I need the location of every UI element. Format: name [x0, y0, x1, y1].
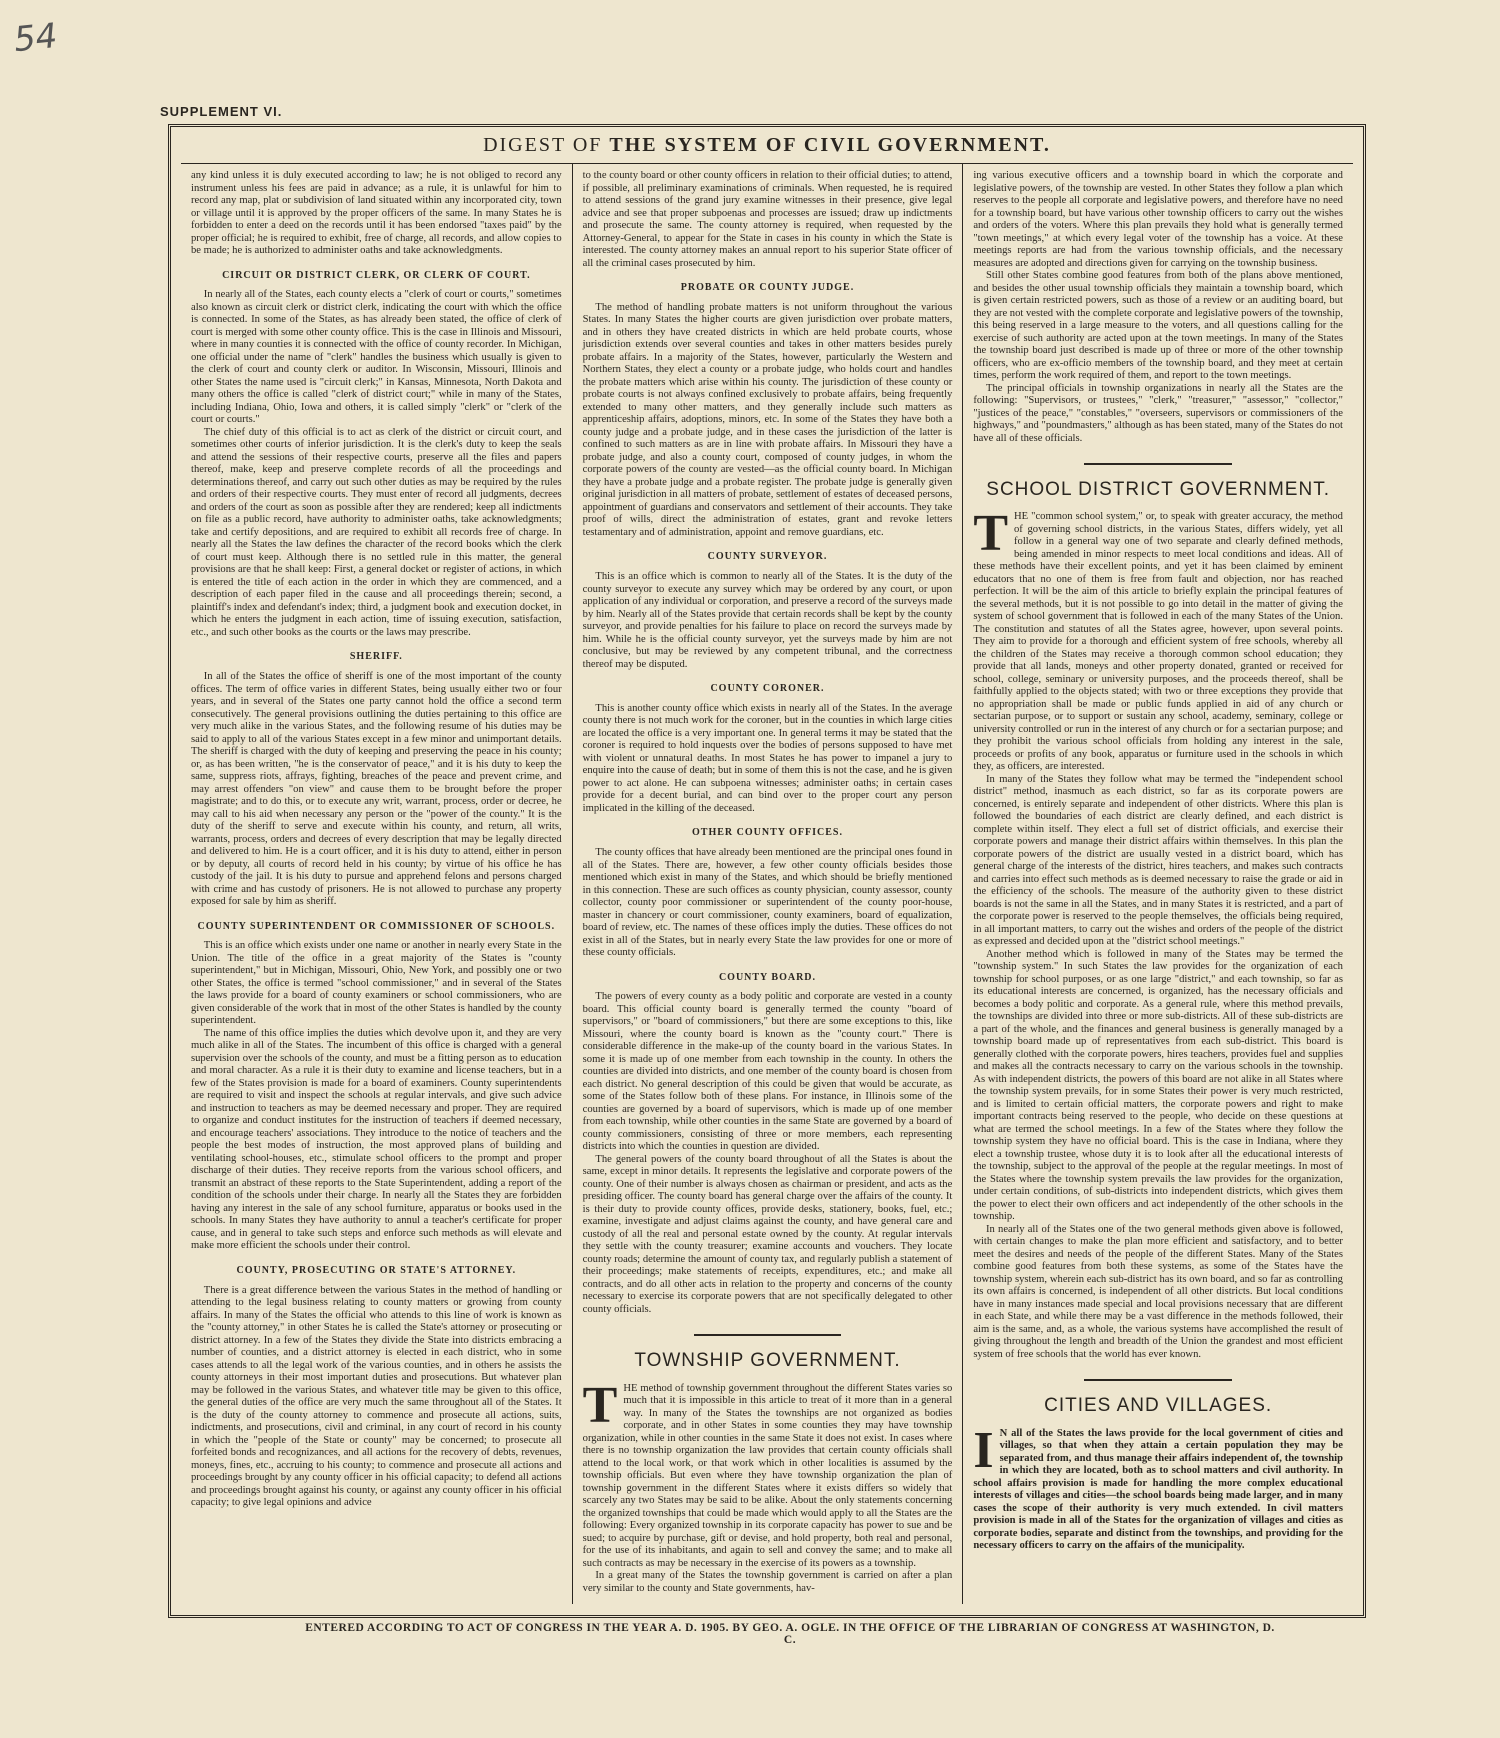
section-heading-township: TOWNSHIP GOVERNMENT. [634, 1350, 901, 1372]
paragraph: In a great many of the States the township government is carried on after a plan very similar to the county and State governments, hav- [582, 1570, 953, 1594]
paragraph: The name of this office implies the duties which devolve upon it, and they are very much alike in all of the States. The incumbent of this office is charged with a general supervision over the schools of the county, and must be a fitting person as to education and moral character. As a rule it is their duty to examine and license teachers, but in a few of the States provision is made for a board of examiners. County superintendents are required to visit and inspect the schools at regular intervals, and give such advice and instruction to teachers as may be deemed necessary and proper. They are required to organize and conduct institutes for the instruction of teachers if deemed necessary, and encourage teachers' associations. They introduce to the notice of teachers and the people the best modes of instruction, the most approved plans of building and ventilating school-houses, etc., stimulate school officers to the prompt and proper discharge of their duties. They receive reports from the various school officers, and transmit an abstract of these reports to the State Superintendent, adding a report of the condition of the schools under their charge. In nearly all the States they are forbidden having any interest in the sale of any school furniture, apparatus or books used in the schools. In many States they have authority to annul a teacher's certificate for proper cause, and in general to take such steps and enforce such methods as will elevate and make more efficient the schools under their control. [191, 1027, 562, 1252]
section-heading-surveyor: COUNTY SURVEYOR. [707, 551, 828, 563]
paragraph [582, 1376, 953, 1571]
section-heading-superintendent: COUNTY SUPERINTENDENT OR COMMISSIONER OF SCHOOLS. [197, 920, 556, 932]
section-heading-attorney: COUNTY, PROSECUTING OR STATE'S ATTORNEY. [236, 1264, 517, 1276]
paragraph-text: HE "common school system," or, to speak with greater accuracy, the method of governing school districts, in the various States, differs widely, yet all follow in a general way one of two separate and clearly defined methods, being amended in minor respects to meet local conditions and ideas. All of these methods have their excellent points, and yet it has been claimed by eminent educators that no one of them is free from fault and objection, nor has reached perfection. It will be the aim of this article to briefly explain the principal features of the several methods, but it is not possible to go into detail in the matter of giving the system of school government that is followed in each of the many States of the Union. The constitution and statutes of all the States agree, however, upon several points. They aim to provide for a thorough and efficient system of free schools, whereby all the children of the States may receive a thorough common school education; they provide that all lands, moneys and other property donated, granted or received for school, college, seminary or university purposes, and the proceeds thereof, shall be faithfully applied to the objects stated; with two or three exceptions they provide that no appropriation shall be made or public funds applied in aid of any church or sectarian purpose, or to support or sustain any school, academy, seminary, college or university controlled or run in the interest of any church or for a sectarian purpose; and they prohibit the various school officials from holding any interest in the sale, proceeds or profits of any book, apparatus or furniture used in the schools in which they, as officers, are interested. [973, 511, 1343, 773]
divider [1084, 463, 1232, 465]
paragraph: In all of the States the office of sheriff is one of the most important of the county offices. The term of office varies in different States, being usually either two or four years, and in several of the States one party cannot hold the office a second term consecutively. The general provisions outlining the duties pertaining to this office are very much alike in the various States, and the following resume of his duties may be said to apply to all of the various States except in a few minor and unimportant details. The sheriff is charged with the duty of keeping and preserving the peace in his county; or, as has been written, "he is the conservator of peace," and it is his duty to keep the same, suppress riots, affrays, fighting, breaches of the peace and prevent crime, and may arrest offenders "on view" and cause them to be brought before the proper magistrate; and to do this, or to execute any writ, warrant, process, order or decree, he may call to his aid when necessary any person or the "power of the county." It is the duty of the sheriff to serve and execute within his county, and return, all writs, warrants, process, orders and decrees of every description that may be legally directed and delivered to him. He is a court officer, and it is his duty to attend, either in person or by deputy, all courts of record held in his county; by virtue of his office he has custody of the jail. It is his duty to pursue and apprehend felons and persons charged with crime and has custody of prisoners. He is not allowed to purchase any property exposed for sale by him as sheriff. [191, 671, 562, 908]
drop-cap: T [973, 505, 1008, 563]
drop-cap: I [973, 1421, 994, 1479]
page-frame [168, 124, 1366, 1618]
paragraph: The powers of every county as a body politic and corporate are vested in a county board. This official county board is generally termed the county "board of supervisors," or "board of commissioners," but there are some exceptions to this, like Missouri, where the county board is known as the "county court." There is considerable difference in the make-up of the county board in the various States. In some it is made up of one member from each township in the county. In others the counties are divided into districts, and one member of the county board is chosen from each district. No general description of this could be given that would be accurate, as some of the States follow both of these plans. For instance, in Illinois some of the counties are governed by a board of supervisors, which is made up of one member from each township, while other counties in the same State are governed by a board of county commissioners, consisting of three or more members, each representing districts into which the counties in question are divided. [582, 991, 953, 1153]
section-heading-sheriff: SHERIFF. [349, 651, 403, 663]
paragraph: to the county board or other county officers in relation to their official duties; to attend, if possible, all preliminary examinations of criminals. When requested, he is required to attend sessions of the grand jury examine witnesses in their presence, give legal advice and see that proper subpoenas and processes are issued; draw up indictments and prosecute the same. The county attorney is required, when requested by the Attorney-General, to appear for the State in cases in his county in which the State is interested. The county attorney makes an annual report to his superior State officer of all the criminal cases prosecuted by him. [582, 170, 953, 269]
paragraph: Another method which is followed in many of the States may be termed the "township system." In such States the law provides for the organization of each township for school purposes, or as one large "district," and each township, so far as its educational interests are concerned, is organized, has the necessary officials and becomes a body politic and corporate. As a general rule, where this method prevails, the townships are divided into three or more sub-districts. All of these sub-districts are a part of the whole, and the finances and general business is generally managed by a township board made up of representatives from each sub-district. This board is generally clothed with the corporate powers, hires teachers, provides fuel and supplies and makes all the contracts necessary to carry on the various schools in the township. As with independent districts, the powers of this board are not alike in all States where the township system prevails, for in some States their power is very much restricted, and is limited to certain official matters, the corporate powers and right to make important contracts being reserved to the people, who decide on these questions at what are termed the school meetings. In a few of the States where they follow the township system they have no official board. This is the case in Indiana, where they elect a township trustee, whose duty it is to look after all the educational interests of the township, subject to the approval of the people at the regular meetings. In most of the States where the township system prevails the law provides for the organization, under certain conditions, of sub-districts into independent districts, which gives them the power to elect their own officers and act independently of the other schools in the township. [973, 948, 1343, 1223]
paragraph: This is an office which exists under one name or another in nearly every State in the Union. The title of the office in a great majority of the States is "county superintendent," but in Michigan, Missouri, Ohio, New York, and possibly one or two other States, the office is termed "school commissioner," and in several of the States the laws provide for a board of county examiners or school commissioners, who are given considerable of the work that in most of the other States is handled by the county superintendent. [191, 940, 562, 1027]
paragraph [973, 505, 1343, 774]
paragraph: ing various executive officers and a township board in which the corporate and legislative powers, of the township are vested. In other States they follow a plan which reserves to the people all corporate and legislative powers, and therefore have no need for a township board, but have various other township officers to carry out the wishes and orders of the voters. Where this plan prevails they hold what is generally termed "town meetings," at which every legal voter of the township has a voice. At these meetings reports are had from the various township officials, and the necessary measures are adopted and directions given for carrying on the township business. [973, 170, 1343, 269]
column-1 [181, 164, 572, 1604]
section-heading-county-board: COUNTY BOARD. [718, 971, 817, 983]
paragraph: The chief duty of this official is to act as clerk of the district or circuit court, and sometimes other courts of inferior jurisdiction. It is the clerk's duty to keep the seals and attend the sessions of their respective courts, preserve all the files and papers thereof, make, keep and preserve complete records of all the proceedings and determinations thereof, and carry out such other duties as may be required by the rules and orders of their respective courts. They must enter of record all judgments, decrees and orders of the court as soon as possible after they are rendered; keep all indictments on file as a public record, have authority to administer oaths, take acknowledgments; take and certify depositions, and are required to exhibit all records free of charge. In nearly all the States the law defines the character of the record books which the clerk of court must keep. Although there is no settled rule in this matter, the general provisions are that he shall keep: First, a general docket or register of actions, in which is entered the title of each action in the order in which they are commenced, and a description of each paper filed in the cause and all proceedings therein; second, a plaintiff's index and defendant's index; third, a judgment book and execution docket, in which he enters the judgment in each action, time of issuing execution, satisfaction, etc., and such other books as the courts or the laws may prescribe. [191, 426, 562, 638]
column-2 [572, 164, 963, 1604]
paragraph-text: HE method of township government throughout the different States varies so much that it is impossible in this article to treat of it more than in a general way. In many of the States the townships are not organized as bodies corporate, and in other States in some counties they may have township organization, while in other counties in the same State it does not exist. In cases where there is no township organization the law provides that certain county officials shall attend to the local work, or that work which in other localities is assumed by the township officials. But even where they have township organization the plan of township government in the different States where it exists differs so widely that scarcely any two States may be said to be alike. About the only statements concerning the organized townships that could be made which would apply to all the States are the following: Every organized township in its corporate capacity has power to sue and be sued; to acquire by purchase, gift or devise, and hold property, both real and personal, for the use of its inhabitants, and again to sell and convey the same; and to make all such contracts as may be necessary in the exercise of its powers as a township. [582, 1382, 953, 1569]
page-number: 54 [12, 15, 60, 61]
column-3 [962, 164, 1353, 1604]
section-heading-cities: CITIES AND VILLAGES. [1044, 1395, 1273, 1417]
paragraph [973, 1421, 1343, 1553]
supplement-label: SUPPLEMENT VI. [160, 104, 283, 119]
page-title [181, 127, 1353, 164]
title-prefix: DIGEST OF [483, 134, 603, 156]
paragraph: This is an office which is common to nearly all of the States. It is the duty of the county surveyor to execute any survey which may be ordered by any court, or upon application of any individual or corporation, and preserve a record of the surveys made by him. Nearly all of the States provide that certain records shall be kept by the county surveyor, and provide penalties for his failure to place on record the surveys made by him. While he is the official county surveyor, yet the surveys made by him are not conclusive, but may be reviewed by any competent tribunal, and the correctness thereof may be disputed. [582, 571, 953, 670]
paragraph: In nearly all of the States one of the two general methods given above is followed, with certain changes to make the plan more efficient and satisfactory, and to better meet the desires and needs of the people of the different States. Many of the States combine good features from both these systems, as some of the States have the township system, wherein each sub-district has its own board, and so far as controlling its own affairs is concerned, is independent of all other districts. But local conditions have in many instances made special and local provisions necessary that are different in each State, and while there may be a vast difference in the methods followed, their aim is the same, and, as a whole, the various systems have accomplished the result of giving throughout the length and breadth of the Union the grandest and most efficient system of free schools that the world has ever known. [973, 1223, 1343, 1360]
paragraph: The general powers of the county board throughout of all the States is about the same, except in minor details. It represents the legislative and corporate powers of the county. One of their number is always chosen as chairman or president, and acts as the presiding officer. The county board has general charge over the affairs of the county. It is their duty to provide county offices, provide desks, stationery, books, fuel, etc.; examine, investigate and adjust claims against the county, and have general care and custody of all the real and personal estate owned by the county. At regular intervals they settle with the county treasurer; examine accounts and vouchers. They locate county roads; determine the amount of county tax, and regularly publish a statement of their proceedings; make statements of receipts, expenditures, etc.; and make all contracts, and do all other acts in relation to the property and concerns of the county necessary to exercise its corporate powers that are not specifically delegated to other county officials. [582, 1153, 953, 1315]
section-heading-coroner: COUNTY CORONER. [710, 683, 825, 695]
section-heading-probate: PROBATE OR COUNTY JUDGE. [680, 282, 855, 293]
section-heading-circuit-clerk: CIRCUIT OR DISTRICT CLERK, OR CLERK OF COURT. [222, 269, 531, 281]
divider [1084, 1379, 1232, 1381]
paragraph-text: N all of the States the laws provide for the local government of cities and villages, so that when they attain a certain population they may be separated from, and thus manage their affairs independent of, the township in which they are located, both as to school matters and civil authority. In school affairs provision is made for handling the more complex educational interests of villages and cities—the school boards being made larger, and in many cases the scope of their authority is very much extended. In civil matters provision is made in all of the States for the organization of villages and cities as corporate bodies, separate and distinct from the townships, and providing for the necessary officers to carry on the affairs of the municipality. [973, 1427, 1343, 1552]
paragraph: Still other States combine good features from both of the plans above mentioned, and besides the other usual township officials they maintain a township board, which is given certain restricted powers, such as those of a review or an auditing board, but they are not vested with the complete corporate and legislative powers of the township, this being reserved in a large measure to the voters, and all questions calling for the exercise of such authority are acted upon at the town meetings. In many of the States the township board just described is made up of three or more of the other township officers, who are ex-officio members of the township board, and they meet at certain times, perform the work required of them, and report to the town meetings. [973, 270, 1343, 381]
section-heading-school-district: SCHOOL DISTRICT GOVERNMENT. [986, 479, 1330, 500]
paragraph: any kind unless it is duly executed according to law; he is not obliged to record any instrument unless his fees are paid in advance; as a rule, it is unlawful for him to record any map, plat or subdivision of land situated within any incorporated city, town or village until it is approved by the proper officers of the same. In many States he is forbidden to enter a deed on the records until it has been endorsed "taxes paid" by the proper official; he is required to exhibit, free of charge, all records, and allow copies to be made; he is authorized to administer oaths and take acknowledgments. [191, 170, 562, 256]
drop-cap: T [582, 1376, 618, 1434]
paragraph: In many of the States they follow what may be termed the "independent school district" method, inasmuch as each district, so far as its corporate powers are concerned, is entirely separate and independent of other districts. Where this plan is followed the boundaries of each district are clearly defined, and each district is complete within itself. They elect a full set of district officials, and exercise their corporate powers and manage their district affairs within themselves. In this plan the corporate powers of the district are usually vested in a district board, which has general charge of the interests of the district, hires teachers, and makes such contracts and carries into effect such methods as is deemed necessary to raise the grade or aid in the efficiency of the schools. The measure of the authority given to these district boards is not the same in all the States, and in many States it is restricted, and a part of the corporate power is reserved to the people themselves, the officials being required, in all important matters, to carry out the wishes and orders of the people of the district as expressed and decided upon at the "district school meetings." [973, 773, 1343, 948]
paragraph: The principal officials in township organizations in nearly all the States are the following: "Supervisors, or trustees," "clerk," "treasurer," "assessor," "collector," "justices of the peace," "constables," "overseers, supervisors or commissioners of the highways," and "poundmasters," although as has been stated, many of the States do not have all of these officials. [973, 382, 1343, 444]
divider [694, 1334, 842, 1336]
paragraph: There is a great difference between the various States in the method of handling or attending to the legal business relating to county matters or growing from county affairs. In many of the States the official who attends to this line of work is known as the "county attorney," in other States he is called the State's attorney or prosecuting or district attorney. In a few of the States they divide the State into districts embracing a number of counties, and a district attorney is elected in each district, who in some cases attends to all the legal work of the various counties, and in others he assists the county attorneys in their most important duties and prosecutions. But whatever plan may be followed in the various States, and whatever title may be given to this office, the general duties of the office are very much the same throughout all of the States. It is the duty of the county attorney to commence and prosecute all actions, suits, indictments, and prosecutions, civil and criminal, in any court of record in his county in which the "people of the State or county" may be concerned; to prosecute all forfeited bonds and recognizances, and all actions for the recovery of debts, revenues, moneys, fines, etc., accruing to his county; to commence and prosecute all actions and proceedings brought by any county officer in his official capacity; to defend all actions and proceedings brought against his county, or against any county officer in his official capacity; to give legal opinions and advice [191, 1284, 562, 1509]
title-main: THE SYSTEM OF CIVIL GOVERNMENT. [609, 134, 1051, 156]
paragraph: The method of handling probate matters is not uniform throughout the various States. In many States the higher courts are given jurisdiction over probate matters, and in others they have created districts in which are held probate courts, whose jurisdiction extends over several counties and takes in other matters besides purely probate affairs. In a majority of the States, however, particularly the Western and Northern States, they elect a county or a probate judge, who holds court and handles the probate matters which arise within his county. The jurisdiction of these county or probate courts is not always confined exclusively to probate affairs, being frequently extended to many other matters, and they generally include such matters as apprenticeship affairs, adoptions, minors, etc. In some of the States they have both a county judge and a probate judge, and in these cases the jurisdiction of the latter is confined to such matters as are in line with probate affairs. In Missouri they have a probate judge, and also a county court, composed of county judges, in whom the corporate powers of the county are vested—as the official county board. In Michigan they have a probate judge and a probate register. The probate judge is generally given original jurisdiction in all matters of probate, settlement of estates of deceased persons, appointment of guardians and conservators and settlement of their accounts. They take proof of wills, direct the administration of estates, grant and revoke letters testamentary and of administration, appoint and remove guardians, etc. [582, 301, 953, 538]
paragraph: In nearly all of the States, each county elects a "clerk of court or courts," sometimes also known as circuit clerk or district clerk, indicating the court with which the office is connected. In some of the States, as has already been stated, the office of clerk of court is merged with some other county office. This is the case in Illinois and Missouri, where in many counties it is connected with the office of county recorder. In Michigan, one official under the name of "clerk" handles the business which usually is given to the clerk of court and county clerk or auditor. In Wisconsin, Missouri, Illinois and other States the name used is "circuit clerk;" in Kansas, Minnesota, North Dakota and many others the office is called "clerk of district court;" while in many of the States, including Indiana, Ohio, Iowa and others, it is called simply "clerk" or "clerk of the court or courts." [191, 289, 562, 426]
paragraph: This is another county office which exists in nearly all of the States. In the average county there is not much work for the coroner, but in the counties in which large cities are located the office is a very important one. In general terms it may be stated that the coroner is required to hold inquests over the bodies of persons supposed to have met with violent or unnatural deaths. In most States he has power to impanel a jury to enquire into the cause of death; but in some of them this is not the case, and he is given power to act alone. He can subpoena witnesses; administer oaths; in certain cases provide for a decent burial, and can bind over to the proper court any person implicated in the killing of the deceased. [582, 702, 953, 814]
paragraph: The county offices that have already been mentioned are the principal ones found in all of the States. There are, however, a few other county officials besides those mentioned which exist in many of the States, and which should be briefly mentioned in this connection. These are such offices as county physician, county assessor, county collector, county poor commissioner or superintendent of the county poor-house, master in chancery or court commissioner, county examiners, board of equalization, board of review, etc. The names of these offices imply the duties. These offices do not exist in all of the States, but in nearly every State the law provides for one or more of these county officials. [582, 847, 953, 959]
section-heading-other-offices: OTHER COUNTY OFFICES. [692, 827, 843, 839]
copyright-footer: ENTERED ACCORDING TO ACT OF CONGRESS IN THE YEAR A. D. 1905. BY GEO. A. OGLE. IN THE OFFICE OF THE LIBRARIAN OF CONGRESS AT WASHINGTON, D. C. [305, 1622, 1275, 1646]
text-columns [181, 164, 1353, 1604]
